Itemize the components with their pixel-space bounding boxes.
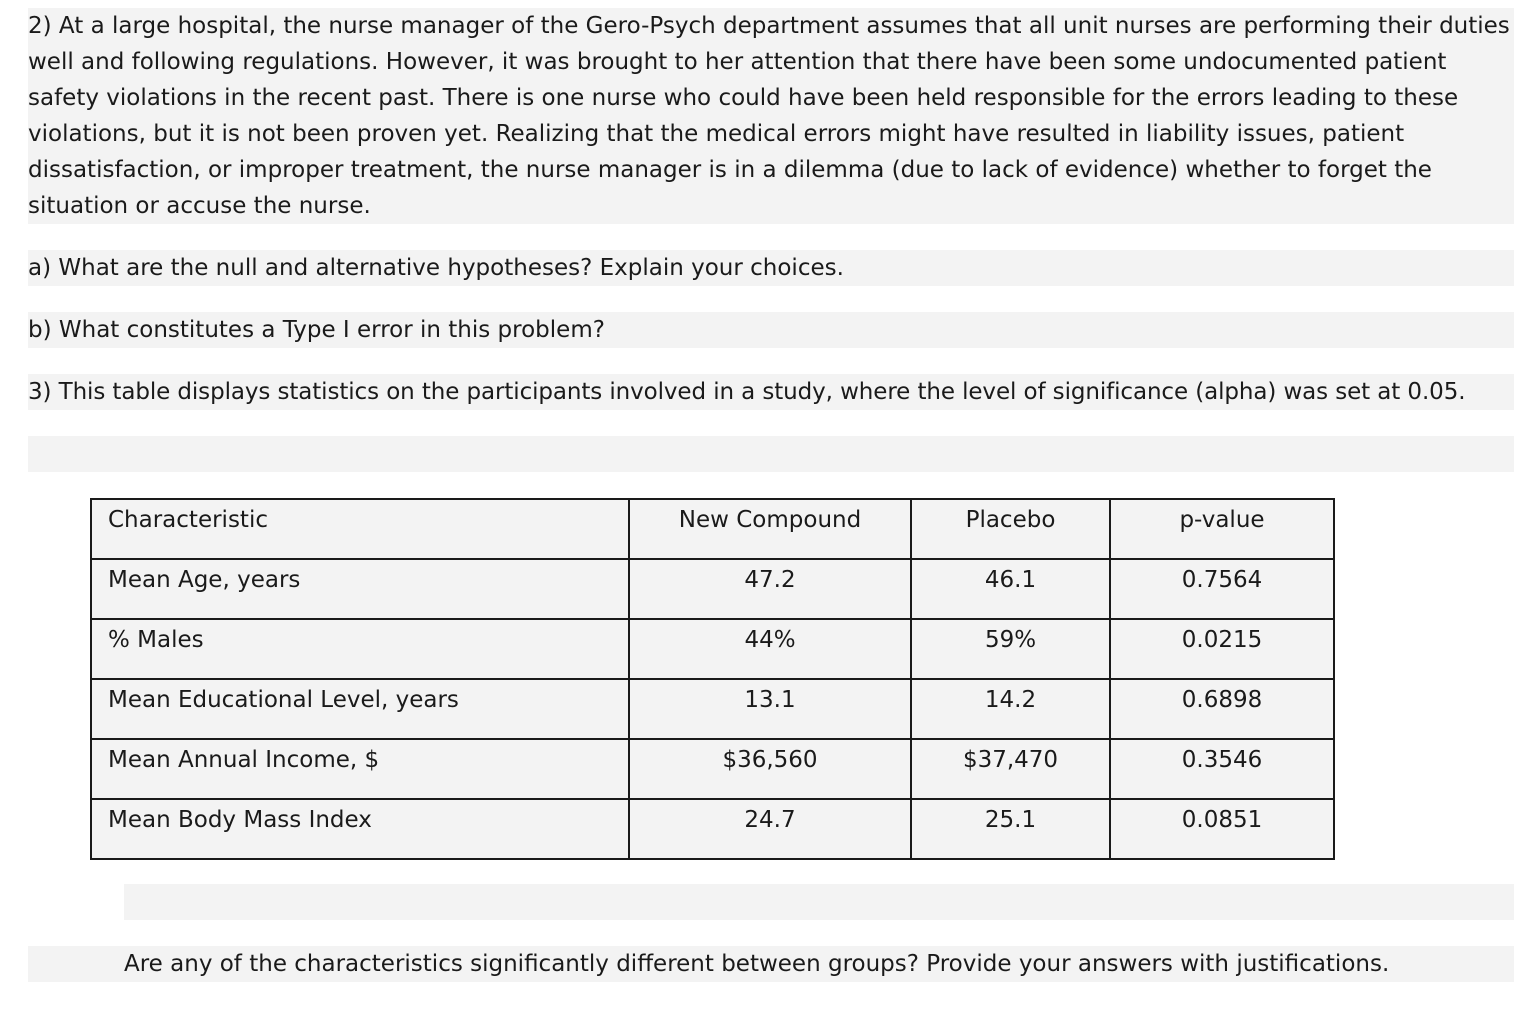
question-2-text: 2) At a large hospital, the nurse manager of the Gero-Psych department assumes that all unit nurses are performing their duties well and following regulations. However, it was brought to her attention that there have been some undocumented patient safety violations in the recent past. There is one nurse who could have been held responsible for the errors leading to these violations, but it is not been proven yet. Realizing that the medical errors might have resulted in liability issues, patient dissatisfaction, or improper treatment, the nurse manager is in a dilemma (due to lack of evidence) whether to forget the situation or accuse the nurse. — [28, 8, 1514, 224]
table-cell: Mean Annual Income, $ — [91, 739, 629, 799]
table-header-cell: New Compound — [629, 499, 911, 559]
table-row — [91, 799, 1334, 859]
blank-paragraph — [124, 884, 1514, 920]
table-cell: 0.3546 — [1110, 739, 1334, 799]
table-header-cell: Placebo — [911, 499, 1110, 559]
table-cell: $36,560 — [629, 739, 911, 799]
table-cell: 13.1 — [629, 679, 911, 739]
table-cell: 47.2 — [629, 559, 911, 619]
table-cell: Mean Educational Level, years — [91, 679, 629, 739]
table-cell: 25.1 — [911, 799, 1110, 859]
table-row — [91, 679, 1334, 739]
table-cell: 46.1 — [911, 559, 1110, 619]
question-3-intro: 3) This table displays statistics on the participants involved in a study, where the level of significance (alpha) was set at 0.05. — [28, 374, 1514, 410]
table-cell: Mean Age, years — [91, 559, 629, 619]
blank-paragraph — [28, 436, 1514, 472]
table-header-row — [91, 499, 1334, 559]
table-row — [91, 739, 1334, 799]
statistics-table — [90, 498, 1335, 860]
question-3-followup: Are any of the characteristics significantly different between groups? Provide your answers with justifications. — [28, 946, 1514, 982]
table-header-cell: Characteristic — [91, 499, 629, 559]
table-cell: % Males — [91, 619, 629, 679]
table-cell: 0.0851 — [1110, 799, 1334, 859]
table-cell: 44% — [629, 619, 911, 679]
table-cell: 0.7564 — [1110, 559, 1334, 619]
table-cell: Mean Body Mass Index — [91, 799, 629, 859]
table-cell: 59% — [911, 619, 1110, 679]
table-cell: $37,470 — [911, 739, 1110, 799]
table-row — [91, 619, 1334, 679]
table-cell: 0.0215 — [1110, 619, 1334, 679]
table-row — [91, 559, 1334, 619]
question-2b-text: b) What constitutes a Type I error in this problem? — [28, 312, 1514, 348]
question-2a-text: a) What are the null and alternative hypotheses? Explain your choices. — [28, 250, 1514, 286]
table-cell: 0.6898 — [1110, 679, 1334, 739]
table-header-cell: p-value — [1110, 499, 1334, 559]
table-cell: 24.7 — [629, 799, 911, 859]
table-cell: 14.2 — [911, 679, 1110, 739]
